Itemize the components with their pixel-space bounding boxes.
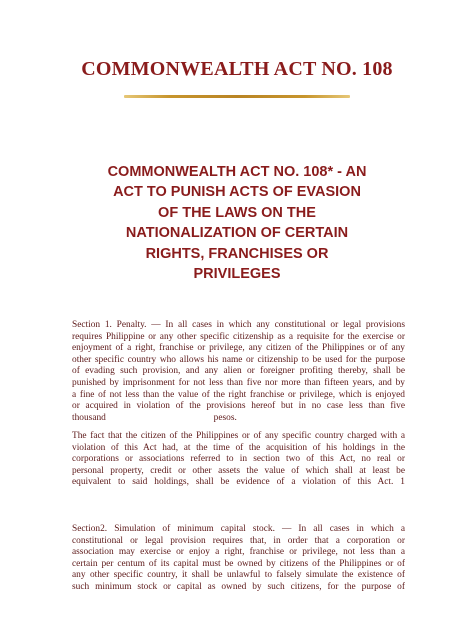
- paragraph-line: a fine of not less than the value of the right franchise or privilege, which is enjoyed: [72, 389, 405, 400]
- subtitle-line: OF THE LAWS ON THE: [158, 204, 316, 221]
- subtitle-line: RIGHTS, FRANCHISES OR: [145, 245, 329, 262]
- paragraph-line: punished by imprisonment for not less than five nor more than fifteen years, and by: [72, 377, 405, 388]
- paragraph-line: thousand pesos.: [72, 412, 237, 423]
- paragraph-line: association may exercise or enjoy a right, franchise or privilege, not less than a: [72, 547, 405, 558]
- subtitle-line: PRIVILEGES: [193, 266, 281, 283]
- paragraph-line: of evading such provision, and any alien or foreigner profiting thereby, shall be: [72, 366, 405, 377]
- section-1-paragraph: [72, 320, 405, 424]
- section-2-paragraph: [72, 524, 405, 594]
- subtitle-line: ACT TO PUNISH ACTS OF EVASION: [113, 184, 361, 201]
- paragraph-line: any other specific country, it shall be unlawful to falsely simulate the existence of: [72, 570, 405, 581]
- paragraph-line: requires Philippine or any other specific citizenship as a requisite for the exercise or: [72, 331, 405, 342]
- act-subtitle: [40, 162, 434, 284]
- paragraph-line: or acquired in violation of the provisions hereof but in no case less than five: [72, 401, 405, 412]
- paragraph-line: equivalent to said holdings, shall be evidence of a violation of this Act. 1: [72, 477, 405, 488]
- subtitle-line: COMMONWEALTH ACT NO. 108* - AN: [107, 164, 367, 180]
- evidence-paragraph: [72, 431, 405, 489]
- paragraph-line: other specific country who allows his name or citizenship to be used for the purpose: [72, 354, 405, 365]
- paragraph-line: corporations or associations referred to in section two of this Act, no real or: [72, 454, 405, 465]
- paragraph-line: enjoyment of a right, franchise or privilege, any citizen of the Philippines or of any: [72, 343, 405, 354]
- paragraph-line: Section 1. Penalty. — In all cases in which any constitutional or legal provisions: [72, 320, 405, 330]
- paragraph-line: The fact that the citizen of the Philippines or of any specific country charged with a: [72, 431, 405, 441]
- title-underline-rule: [124, 95, 350, 98]
- paragraph-line: certain per centum of its capital must be owned by citizens of the Philippines or of: [72, 558, 405, 569]
- paragraph-line: violation of this Act had, at the time of the acquisition of his holdings in the: [72, 442, 405, 453]
- document-title: COMMONWEALTH ACT NO. 108: [81, 58, 393, 80]
- subtitle-line: NATIONALIZATION OF CERTAIN: [125, 225, 349, 242]
- paragraph-line: Section2. Simulation of minimum capital stock. — In all cases in which a: [72, 524, 405, 534]
- paragraph-line: personal property, credit or other assets the value of which shall at least be: [72, 465, 405, 476]
- paragraph-line: such minimum stock or capital as owned by such citizens, for the purpose of: [72, 581, 405, 592]
- paragraph-line: constitutional or legal provision requires that, in order that a corporation or: [72, 535, 405, 546]
